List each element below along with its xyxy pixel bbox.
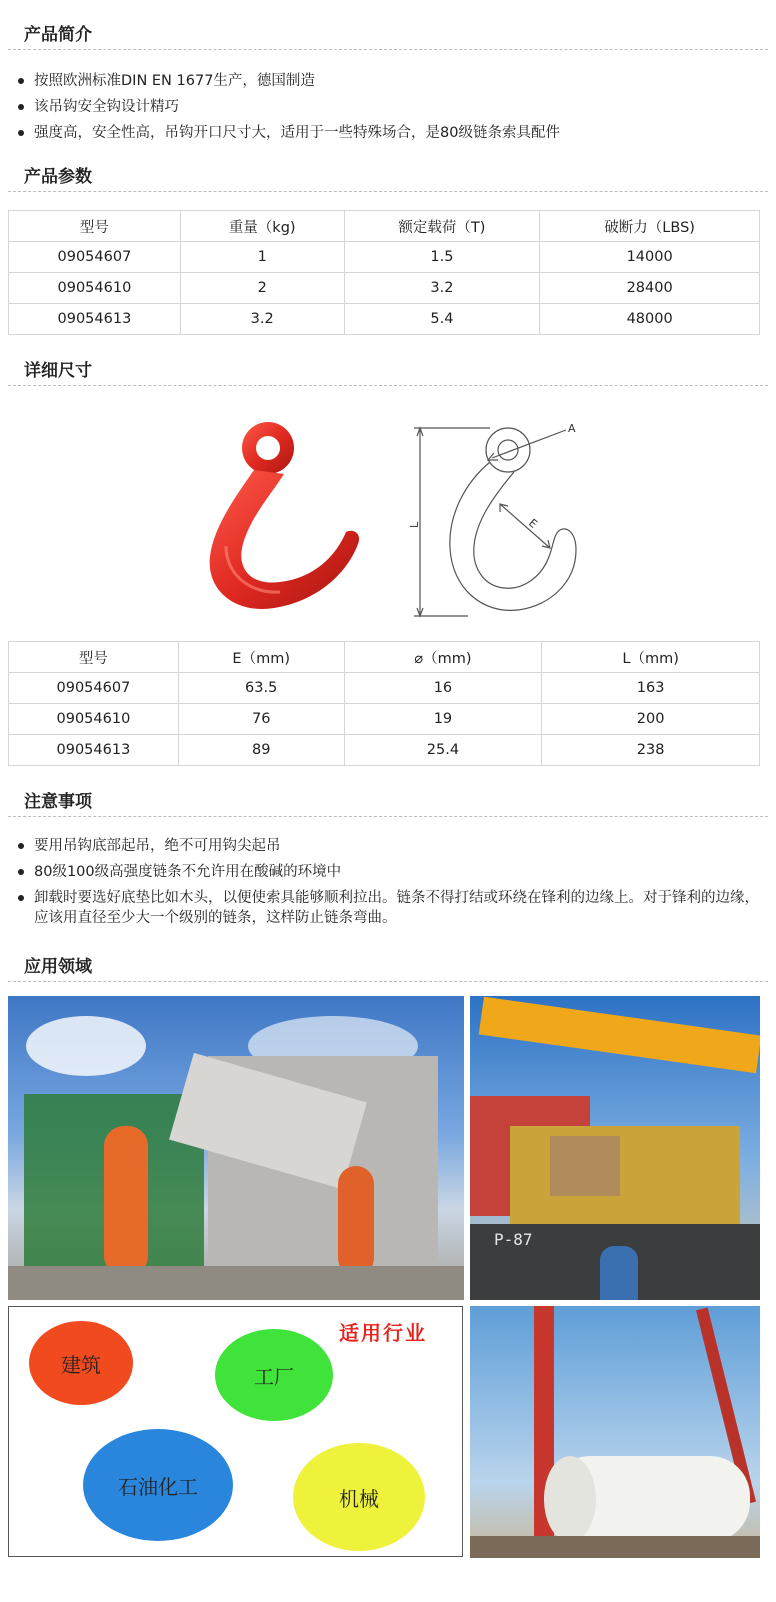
hook-dimension-diagram bbox=[408, 418, 584, 624]
params-section-title: 产品参数 bbox=[8, 164, 768, 192]
table-row bbox=[9, 704, 760, 735]
table-cell: 238 bbox=[542, 735, 760, 766]
intro-list bbox=[16, 71, 766, 149]
table-header-cell: 重量（kg) bbox=[180, 211, 344, 242]
intro-item: 强度高，安全性高，吊钩开口尺寸大，适用于一些特殊场合，是80级链条索具配件 bbox=[16, 123, 766, 143]
notes-section-title: 注意事项 bbox=[8, 789, 768, 817]
params-table bbox=[8, 210, 760, 335]
table-header-row bbox=[9, 211, 760, 242]
industry-circle-construction bbox=[29, 1321, 133, 1405]
intro-section-title: 产品简介 bbox=[8, 22, 768, 50]
table-header-cell: 型号 bbox=[9, 642, 179, 673]
intro-item: 该吊钩安全钩设计精巧 bbox=[16, 97, 766, 117]
table-header-cell: 破断力（LBS) bbox=[540, 211, 760, 242]
diagram-label-l: L bbox=[408, 521, 421, 528]
dims-section-title: 详细尺寸 bbox=[8, 358, 768, 386]
industry-circle-factory bbox=[215, 1329, 333, 1421]
table-cell: 163 bbox=[542, 673, 760, 704]
table-row bbox=[9, 242, 760, 273]
table-cell: 2 bbox=[180, 273, 344, 304]
table-header-row bbox=[9, 642, 760, 673]
table-cell: 09054613 bbox=[9, 735, 179, 766]
table-cell: 1 bbox=[180, 242, 344, 273]
table-cell: 09054613 bbox=[9, 304, 181, 335]
notes-list bbox=[16, 836, 766, 934]
intro-item: 按照欧洲标准DIN EN 1677生产，德国制造 bbox=[16, 71, 766, 91]
table-cell: 89 bbox=[178, 735, 344, 766]
table-cell: 09054607 bbox=[9, 673, 179, 704]
dims-table bbox=[8, 641, 760, 766]
table-cell: 48000 bbox=[540, 304, 760, 335]
table-cell: 25.4 bbox=[344, 735, 542, 766]
table-cell: 200 bbox=[542, 704, 760, 735]
table-cell: 09054607 bbox=[9, 242, 181, 273]
truck-plate-text: P-87 bbox=[494, 1230, 533, 1249]
industry-label: 石油化工 bbox=[118, 1474, 198, 1499]
table-header-cell: 型号 bbox=[9, 211, 181, 242]
table-cell: 09054610 bbox=[9, 273, 181, 304]
table-header-cell: ⌀（mm) bbox=[344, 642, 542, 673]
table-row bbox=[9, 735, 760, 766]
table-row bbox=[9, 673, 760, 704]
crane-truck-photo bbox=[470, 996, 760, 1300]
notes-item: 80级100级高强度链条不允许用在酸碱的环境中 bbox=[16, 862, 766, 882]
table-header-cell: E（mm) bbox=[178, 642, 344, 673]
crawler-crane-photo bbox=[470, 1306, 760, 1558]
industry-circle-petrochemical bbox=[83, 1429, 233, 1541]
construction-photo bbox=[8, 996, 464, 1300]
table-cell: 16 bbox=[344, 673, 542, 704]
diagram-label-e: E bbox=[526, 516, 540, 531]
table-cell: 28400 bbox=[540, 273, 760, 304]
table-cell: 19 bbox=[344, 704, 542, 735]
table-cell: 63.5 bbox=[178, 673, 344, 704]
notes-item: 要用吊钩底部起吊，绝不可用钩尖起吊 bbox=[16, 836, 766, 856]
industry-label: 工厂 bbox=[254, 1364, 294, 1389]
industry-circle-machinery bbox=[293, 1443, 425, 1551]
table-row bbox=[9, 273, 760, 304]
application-section-title: 应用领域 bbox=[8, 954, 768, 982]
table-cell: 3.2 bbox=[344, 273, 540, 304]
table-cell: 3.2 bbox=[180, 304, 344, 335]
table-cell: 14000 bbox=[540, 242, 760, 273]
notes-item: 卸载时要选好底垫比如木头，以便使索具能够顺利拉出。链条不得打结或环绕在锋利的边缘上。对于锋利的边缘，应该用直径至少大一个级别的链条，这样防止链条弯曲。 bbox=[16, 888, 766, 928]
table-header-cell: 额定载荷（T) bbox=[344, 211, 540, 242]
industry-label: 机械 bbox=[339, 1486, 379, 1511]
table-cell: 09054610 bbox=[9, 704, 179, 735]
table-cell: 1.5 bbox=[344, 242, 540, 273]
table-header-cell: L（mm) bbox=[542, 642, 760, 673]
industry-label: 建筑 bbox=[61, 1352, 101, 1377]
table-cell: 5.4 bbox=[344, 304, 540, 335]
industry-infographic bbox=[8, 1306, 463, 1557]
diagram-label-a: A bbox=[568, 422, 576, 435]
red-hook-image bbox=[196, 416, 368, 616]
industry-title: 适用行业 bbox=[339, 1321, 427, 1345]
table-cell: 76 bbox=[178, 704, 344, 735]
table-row bbox=[9, 304, 760, 335]
